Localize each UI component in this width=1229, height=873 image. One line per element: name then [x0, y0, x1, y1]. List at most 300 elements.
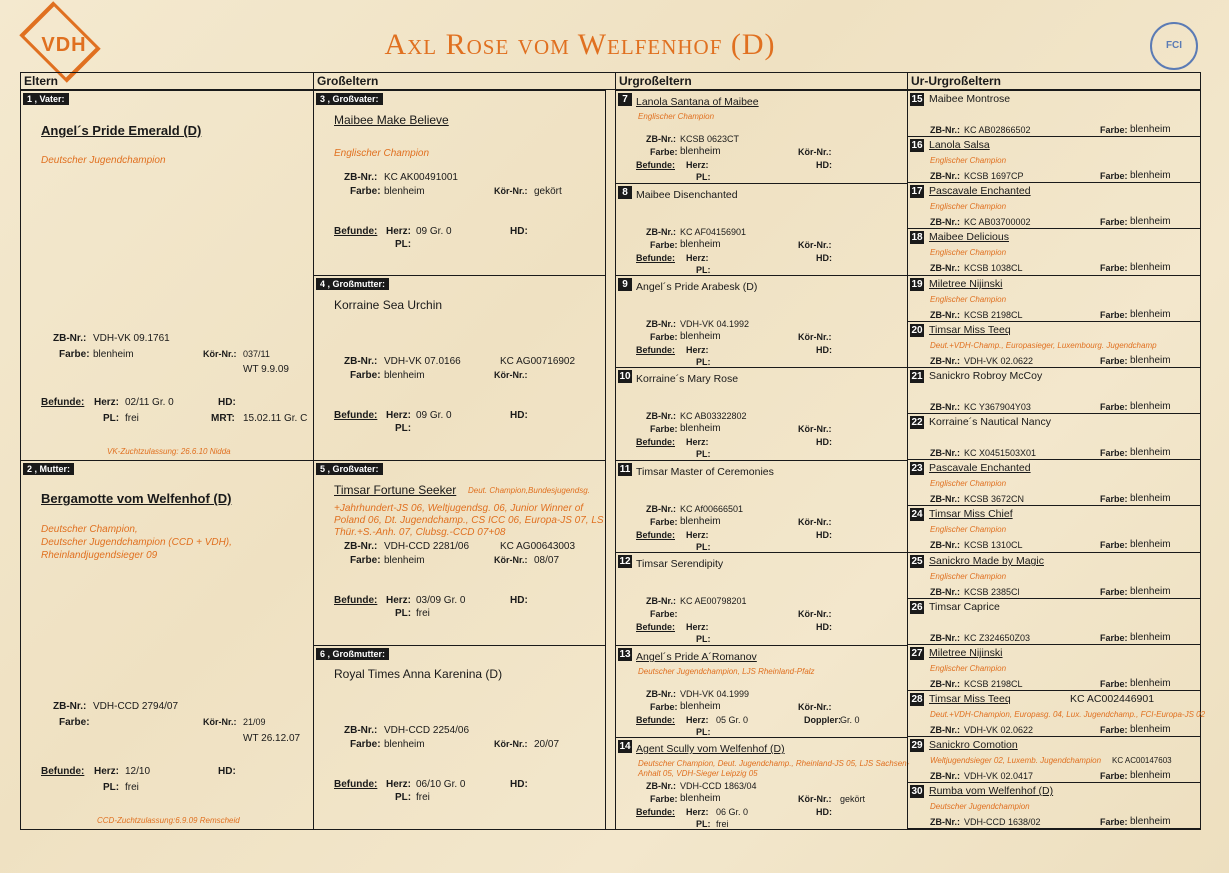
herz-label: Herz: — [686, 807, 709, 817]
pl-label: PL: — [395, 239, 412, 250]
dog-title: Englischer Champion — [930, 156, 1007, 165]
great-great-grandparent-box — [907, 782, 1201, 829]
farbe-value: blenheim — [1130, 124, 1171, 135]
farbe-value: blenheim — [680, 793, 721, 804]
doppler-label: Doppler: — [804, 715, 841, 725]
page-title: Axl Rose vom Welfenhof (D) — [384, 28, 776, 61]
box-number: 14 — [619, 741, 631, 752]
zb-value: KC Af00666501 — [680, 504, 744, 514]
zb-label: ZB-Nr.: — [646, 227, 676, 237]
dog-title: Deutscher Jugendchampion — [41, 155, 166, 166]
box-tag: 3 , Großvater: — [316, 93, 383, 105]
koer-label: Kör-Nr.: — [798, 609, 832, 619]
zb-value: KC AB03700002 — [964, 217, 1031, 227]
zb-value: KCSB 1697CP — [964, 171, 1024, 181]
koer-value: 21/09 — [243, 717, 266, 727]
dog-name: Maibee Delicious — [929, 231, 1009, 243]
herz-value: 12/10 — [125, 766, 151, 777]
box-number: 11 — [619, 464, 631, 475]
pl-value: frei — [416, 792, 430, 803]
box-number: 16 — [911, 140, 923, 151]
dog-name: Korraine´s Nautical Nancy — [929, 416, 1051, 428]
farbe-value: blenheim — [680, 423, 721, 434]
koer-label: Kör-Nr.: — [203, 717, 237, 727]
dog-title-extra: KC AC00147603 — [1112, 756, 1172, 765]
herz-value: 06/10 Gr. 0 — [416, 779, 466, 790]
koer-label: Kör-Nr.: — [203, 349, 237, 359]
befunde-label: Befunde: — [636, 345, 675, 355]
zb-label: ZB-Nr.: — [930, 310, 960, 320]
zb-value: VDH-CCD 1638/02 — [964, 817, 1041, 827]
farbe-label: Farbe: — [650, 147, 678, 157]
great-grandparent-box — [615, 367, 908, 461]
zb-value: VDH-VK 09.1761 — [93, 333, 170, 344]
befunde-label: Befunde: — [334, 410, 378, 421]
zb-label: ZB-Nr.: — [930, 725, 960, 735]
zb-label: ZB-Nr.: — [646, 781, 676, 791]
zb-label: ZB-Nr.: — [930, 263, 960, 273]
zb-label: ZB-Nr.: — [930, 771, 960, 781]
pl-label: PL: — [103, 782, 120, 793]
dog-title: Englischer Champion — [930, 479, 1007, 488]
farbe-value: blenheim — [680, 331, 721, 342]
farbe-value: blenheim — [384, 370, 425, 381]
dog-title: Englischer Champion — [930, 572, 1007, 581]
great-great-grandparent-box — [907, 367, 1201, 414]
pl-value: frei — [716, 819, 729, 829]
pl-label: PL: — [696, 449, 711, 459]
zb-label: ZB-Nr.: — [344, 356, 378, 367]
befunde-label: Befunde: — [334, 595, 378, 606]
zb-value: VDH-CCD 1863/04 — [680, 781, 757, 791]
zb-value-2: KC AG00643003 — [500, 541, 576, 552]
zb-label: ZB-Nr.: — [930, 540, 960, 550]
herz-label: Herz: — [686, 715, 709, 725]
farbe-label: Farbe: — [59, 349, 90, 360]
dog-title: Englischer Champion — [930, 295, 1007, 304]
farbe-label: Farbe: — [650, 702, 678, 712]
box-number: 13 — [619, 649, 631, 660]
zb-value: KC AB03322802 — [680, 411, 747, 421]
zb-value: KC Z324650Z03 — [964, 633, 1031, 643]
great-great-grandparent-box — [907, 90, 1201, 137]
herz-value: 02/11 Gr. 0 — [125, 397, 174, 408]
zb-label: ZB-Nr.: — [344, 541, 378, 552]
farbe-label: Farbe: — [350, 370, 381, 381]
zb-label: ZB-Nr.: — [344, 172, 378, 183]
dog-title: Deutscher Jugendchampion, LJS Rheinland-Pfalz — [638, 667, 815, 676]
dog-title: Englischer Champion — [638, 112, 715, 121]
zb-label: ZB-Nr.: — [344, 725, 378, 736]
farbe-label: Farbe: — [350, 739, 381, 750]
box-number: 22 — [911, 417, 923, 428]
farbe-value: blenheim — [1130, 493, 1171, 504]
koer-value: 20/07 — [534, 739, 560, 750]
farbe-value: blenheim — [1130, 539, 1171, 550]
box-tag: 5 , Großvater: — [316, 463, 383, 475]
herz-label: Herz: — [686, 530, 709, 540]
koer-value: gekört — [840, 794, 866, 804]
zb-label: ZB-Nr.: — [930, 125, 960, 135]
koer-value: gekört — [534, 186, 562, 197]
farbe-label: Farbe: — [1100, 494, 1128, 504]
col-divider — [907, 72, 908, 90]
farbe-value: blenheim — [680, 701, 721, 712]
zb-label: ZB-Nr.: — [646, 689, 676, 699]
dog-title: Englischer Champion — [930, 525, 1007, 534]
zb-label: ZB-Nr.: — [930, 171, 960, 181]
farbe-label: Farbe: — [1100, 402, 1128, 412]
zuchtzulassung-note: VK-Zuchtzulassung: 26.6.10 Nidda — [107, 447, 231, 456]
herz-label: Herz: — [686, 622, 709, 632]
dog-title: Englischer Champion — [334, 148, 430, 159]
befunde-label: Befunde: — [334, 226, 378, 237]
zb-label: ZB-Nr.: — [930, 679, 960, 689]
farbe-value: blenheim — [1130, 447, 1171, 458]
box-number: 23 — [911, 463, 923, 474]
hd-label: HD: — [510, 226, 528, 237]
farbe-value: blenheim — [1130, 816, 1171, 827]
dog-title-2: +Jahrhundert-JS 06, Weltjugendsg. 06, Junior Winner of Poland 06, Dt. Jugendchamp., CS ICC 06, Europa-JS 07, LS Thür.+S.-Anh. 07, Clubsg.-CCD 07+08 — [334, 503, 604, 538]
befunde-label: Befunde: — [334, 779, 378, 790]
box-tag: 2 , Mutter: — [23, 463, 74, 475]
farbe-label: Farbe: — [1100, 125, 1128, 135]
dog-name: Timsar Fortune Seeker — [334, 483, 457, 497]
farbe-label: Farbe: — [650, 332, 678, 342]
zb-value: KCSB 2198CL — [964, 679, 1023, 689]
herz-value: 09 Gr. 0 — [416, 226, 452, 237]
pl-label: PL: — [696, 542, 711, 552]
zb-value: KC AB02866502 — [964, 125, 1031, 135]
herz-label: Herz: — [686, 437, 709, 447]
befunde-label: Befunde: — [636, 253, 675, 263]
zb-value: KCSB 2198CL — [964, 310, 1023, 320]
box-number: 27 — [911, 648, 923, 659]
great-grandparent-box — [615, 460, 908, 553]
farbe-value: blenheim — [680, 146, 721, 157]
dog-name: Miletree Nijinski — [929, 278, 1003, 290]
zb-value: KC AK00491001 — [384, 172, 458, 183]
box-number: 29 — [911, 740, 923, 751]
dog-name: Rumba vom Welfenhof (D) — [929, 785, 1054, 797]
pl-label: PL: — [696, 819, 711, 829]
grandparent-box-5 — [313, 460, 606, 646]
zb-label: ZB-Nr.: — [930, 217, 960, 227]
zb-value-2: KC AG00716902 — [500, 356, 576, 367]
zb-label: ZB-Nr.: — [646, 504, 676, 514]
farbe-label: Farbe: — [1100, 356, 1128, 366]
great-great-grandparent-box — [907, 275, 1201, 322]
great-grandparent-box — [615, 737, 908, 830]
col-divider — [313, 72, 314, 90]
dog-name: Maibee Montrose — [929, 93, 1011, 105]
farbe-label: Farbe: — [1100, 540, 1128, 550]
box-number: 21 — [911, 371, 923, 382]
farbe-label: Farbe: — [1100, 310, 1128, 320]
hd-label: HD: — [510, 779, 528, 790]
farbe-label: Farbe: — [1100, 448, 1128, 458]
zb-label: ZB-Nr.: — [646, 134, 676, 144]
dog-name: Royal Times Anna Karenina (D) — [334, 667, 503, 681]
befunde-label: Befunde: — [41, 397, 85, 408]
hd-label: HD: — [816, 253, 832, 263]
pl-label: PL: — [696, 265, 711, 275]
farbe-label: Farbe: — [1100, 817, 1128, 827]
column-header-grosseltern: Großeltern — [317, 74, 379, 88]
farbe-label: Farbe: — [650, 424, 678, 434]
vdh-logo — [20, 22, 108, 70]
dog-name: Maibee Disenchanted — [636, 189, 738, 201]
farbe-value: blenheim — [1130, 724, 1171, 735]
hd-label: HD: — [816, 530, 832, 540]
koer-label: Kör-Nr.: — [494, 186, 528, 196]
box-number: 15 — [911, 94, 923, 105]
farbe-label: Farbe: — [350, 186, 381, 197]
zuchtzulassung-note: CCD-Zuchtzulassung:6.9.09 Remscheid — [97, 816, 240, 825]
zb-label: ZB-Nr.: — [930, 587, 960, 597]
great-great-grandparent-box — [907, 736, 1201, 783]
hd-label: HD: — [218, 766, 236, 777]
hd-label: HD: — [816, 345, 832, 355]
herz-label: Herz: — [386, 595, 412, 606]
farbe-value: blenheim — [1130, 586, 1171, 597]
hd-label: HD: — [816, 437, 832, 447]
farbe-label: Farbe: — [650, 240, 678, 250]
hd-label: HD: — [510, 595, 528, 606]
befunde-label: Befunde: — [636, 807, 675, 817]
col-divider — [615, 72, 616, 90]
koer-label: Kör-Nr.: — [798, 794, 832, 804]
koer-value: 037/11 — [243, 349, 270, 359]
befunde-label: Befunde: — [41, 766, 85, 777]
great-great-grandparent-box — [907, 182, 1201, 229]
zb-value: VDH-CCD 2794/07 — [93, 701, 179, 712]
great-great-grandparent-box — [907, 644, 1201, 691]
hd-label: HD: — [816, 622, 832, 632]
great-great-grandparent-box — [907, 321, 1201, 368]
dog-title: Deutscher Champion, Deut. Jugendchamp., Rheinland-JS 05, LJS Sachsen- Anhalt 05, VDH-Sieger Leipzig 05 — [638, 759, 910, 778]
dog-name: Timsar Serendipity — [636, 558, 724, 570]
farbe-value: blenheim — [1130, 309, 1171, 320]
koer-value: 08/07 — [534, 555, 560, 566]
zb-value: KC AF04156901 — [680, 227, 747, 237]
farbe-label: Farbe: — [1100, 217, 1128, 227]
koer-label: Kör-Nr.: — [798, 702, 832, 712]
zb-value: VDH-CCD 2254/06 — [384, 725, 470, 736]
zb-label: ZB-Nr.: — [930, 402, 960, 412]
farbe-value: blenheim — [1130, 262, 1171, 273]
dog-name: Angel´s Pride Arabesk (D) — [636, 281, 758, 293]
farbe-value: blenheim — [680, 239, 721, 250]
dog-name: Timsar Miss Teeq — [929, 693, 1011, 705]
zb-value: VDH-VK 04.1992 — [680, 319, 750, 329]
zb-value: VDH-VK 02.0622 — [964, 356, 1034, 366]
herz-label: Herz: — [94, 766, 120, 777]
farbe-label: Farbe: — [650, 794, 678, 804]
great-great-grandparent-box — [907, 228, 1201, 276]
pl-label: PL: — [395, 792, 412, 803]
dog-name: Angel´s Pride A´Romanov — [636, 651, 757, 663]
dog-name: Sanickro Made by Magic — [929, 555, 1044, 567]
dog-name: Agent Scully vom Welfenhof (D) — [636, 743, 785, 755]
farbe-label: Farbe: — [650, 517, 678, 527]
zb-value: KCSB 0623CT — [680, 134, 740, 144]
dog-title: Deutscher Champion, Deutscher Jugendchampion (CCD + VDH), Rheinlandjugendsieger 09 — [41, 524, 232, 561]
koer-label: Kör-Nr.: — [798, 332, 832, 342]
box-tag: 6 , Großmutter: — [316, 648, 389, 660]
great-great-grandparent-box — [907, 136, 1201, 183]
koer-label: Kör-Nr.: — [494, 739, 528, 749]
farbe-value: blenheim — [1130, 770, 1171, 781]
farbe-value: blenheim — [1130, 401, 1171, 412]
hd-label: HD: — [510, 410, 528, 421]
farbe-value: blenheim — [1130, 216, 1171, 227]
pl-label: PL: — [395, 423, 412, 434]
parent-box-father — [20, 90, 314, 461]
hd-label: HD: — [816, 160, 832, 170]
dog-name: Timsar Miss Teeq — [929, 324, 1011, 336]
koer-value-2: WT 26.12.07 — [243, 733, 301, 744]
dog-name: Maibee Make Believe — [334, 113, 449, 127]
box-tag: 4 , Großmutter: — [316, 278, 389, 290]
pl-label: PL: — [103, 413, 120, 424]
farbe-label: Farbe: — [59, 717, 90, 728]
farbe-value: blenheim — [384, 555, 425, 566]
box-number: 10 — [619, 371, 631, 382]
mrt-label: MRT: — [211, 413, 235, 424]
zb-value: VDH-CCD 2281/06 — [384, 541, 470, 552]
zb-label: ZB-Nr.: — [646, 319, 676, 329]
farbe-value: blenheim — [93, 349, 134, 360]
zb-value: KCSB 2385Cl — [964, 587, 1020, 597]
box-number: 7 — [618, 93, 632, 106]
farbe-label: Farbe: — [1100, 263, 1128, 273]
dog-name: Timsar Miss Chief — [929, 508, 1013, 520]
dog-title: Weltjugendsieger 02, Luxemb. Jugendchampion — [930, 756, 1102, 765]
pl-value: frei — [125, 413, 139, 424]
great-great-grandparent-box — [907, 598, 1201, 645]
herz-label: Herz: — [686, 345, 709, 355]
box-number: 19 — [911, 279, 923, 290]
great-grandparent-box — [615, 90, 908, 184]
koer-label: Kör-Nr.: — [494, 555, 528, 565]
column-header-urgrosseltern: Urgroßeltern — [619, 74, 692, 88]
zb-label: ZB-Nr.: — [930, 448, 960, 458]
box-number: 20 — [911, 325, 923, 336]
pl-label: PL: — [696, 172, 711, 182]
farbe-value: blenheim — [1130, 170, 1171, 181]
farbe-value: blenheim — [384, 739, 425, 750]
befunde-label: Befunde: — [636, 160, 675, 170]
koer-label: Kör-Nr.: — [494, 370, 528, 380]
farbe-value: blenheim — [384, 186, 425, 197]
vdh-logo-text: VDH — [41, 34, 87, 56]
zb-value: VDH-VK 02.0622 — [964, 725, 1034, 735]
great-grandparent-box — [615, 275, 908, 368]
box-number: 12 — [619, 556, 631, 567]
zb-value: KC AE00798201 — [680, 596, 747, 606]
herz-label: Herz: — [386, 410, 412, 421]
fci-seal-icon — [1150, 22, 1198, 70]
great-grandparent-box — [615, 183, 908, 276]
box-number: 26 — [911, 602, 923, 613]
dog-name: Pascavale Enchanted — [929, 462, 1031, 474]
dog-name: Timsar Master of Ceremonies — [636, 466, 774, 478]
zb-label: ZB-Nr.: — [53, 333, 87, 344]
grandparent-box-4 — [313, 275, 606, 461]
herz-value: 06 Gr. 0 — [716, 807, 749, 817]
fci-seal-text: FCI — [1165, 40, 1183, 51]
dog-title: Deutscher Jugendchampion — [930, 802, 1030, 811]
dog-title: Deut.+VDH-Champion, Europasg. 04, Lux. Jugendchamp., FCI-Europa-JS 02 — [930, 710, 1206, 719]
box-number: 28 — [911, 694, 923, 705]
herz-value: 05 Gr. 0 — [716, 715, 749, 725]
box-number: 9 — [618, 278, 632, 291]
zb-value: KCSB 1038CL — [964, 263, 1023, 273]
dog-name: Miletree Nijinski — [929, 647, 1003, 659]
zb-value: VDH-VK 07.0166 — [384, 356, 461, 367]
hd-label: HD: — [816, 807, 832, 817]
zb-label: ZB-Nr.: — [646, 411, 676, 421]
dog-title: Englischer Champion — [930, 248, 1007, 257]
dog-name: Angel´s Pride Emerald (D) — [41, 123, 202, 138]
dog-title: Englischer Champion — [930, 664, 1007, 673]
koer-label: Kör-Nr.: — [798, 147, 832, 157]
dog-name-extra: KC AC002446901 — [1070, 693, 1155, 705]
farbe-value: blenheim — [1130, 355, 1171, 366]
dog-name: Lanola Santana of Maibee — [636, 96, 759, 108]
great-great-grandparent-box — [907, 413, 1201, 460]
farbe-label: Farbe: — [350, 555, 381, 566]
dog-name: Pascavale Enchanted — [929, 185, 1031, 197]
dog-title: Englischer Champion — [930, 202, 1007, 211]
dog-name: Korraine Sea Urchin — [334, 298, 443, 312]
column-header-eltern: Eltern — [24, 74, 59, 88]
mrt-value: 15.02.11 Gr. C — [243, 413, 308, 424]
farbe-label: Farbe: — [1100, 633, 1128, 643]
farbe-value: blenheim — [1130, 678, 1171, 689]
zb-value: KC X0451503X01 — [964, 448, 1037, 458]
pl-label: PL: — [696, 634, 711, 644]
pl-value: frei — [416, 608, 430, 619]
box-number: 24 — [911, 509, 923, 520]
farbe-label: Farbe: — [1100, 587, 1128, 597]
dog-name: Lanola Salsa — [929, 139, 990, 151]
dog-title: Deut. Champion,Bundesjugendsg. — [468, 486, 590, 495]
pl-label: PL: — [696, 727, 711, 737]
koer-value-2: WT 9.9.09 — [243, 364, 289, 375]
great-grandparent-box — [615, 645, 908, 738]
pl-label: PL: — [395, 608, 412, 619]
dog-name: Korraine´s Mary Rose — [636, 373, 739, 385]
zb-label: ZB-Nr.: — [930, 494, 960, 504]
koer-label: Kör-Nr.: — [798, 517, 832, 527]
box-tag: 1 , Vater: — [23, 93, 69, 105]
herz-label: Herz: — [386, 779, 412, 790]
koer-label: Kör-Nr.: — [798, 240, 832, 250]
box-number: 25 — [911, 556, 923, 567]
zb-value: KCSB 3672CN — [964, 494, 1025, 504]
box-number: 30 — [911, 786, 923, 797]
pl-value: frei — [125, 782, 139, 793]
zb-label: ZB-Nr.: — [53, 701, 87, 712]
farbe-label: Farbe: — [1100, 679, 1128, 689]
zb-label: ZB-Nr.: — [930, 356, 960, 366]
dog-title: Deut.+VDH-Champ., Europasieger, Luxembourg. Jugendchamp — [930, 341, 1157, 350]
befunde-label: Befunde: — [636, 530, 675, 540]
herz-value: 09 Gr. 0 — [416, 410, 452, 421]
great-great-grandparent-box — [907, 552, 1201, 599]
